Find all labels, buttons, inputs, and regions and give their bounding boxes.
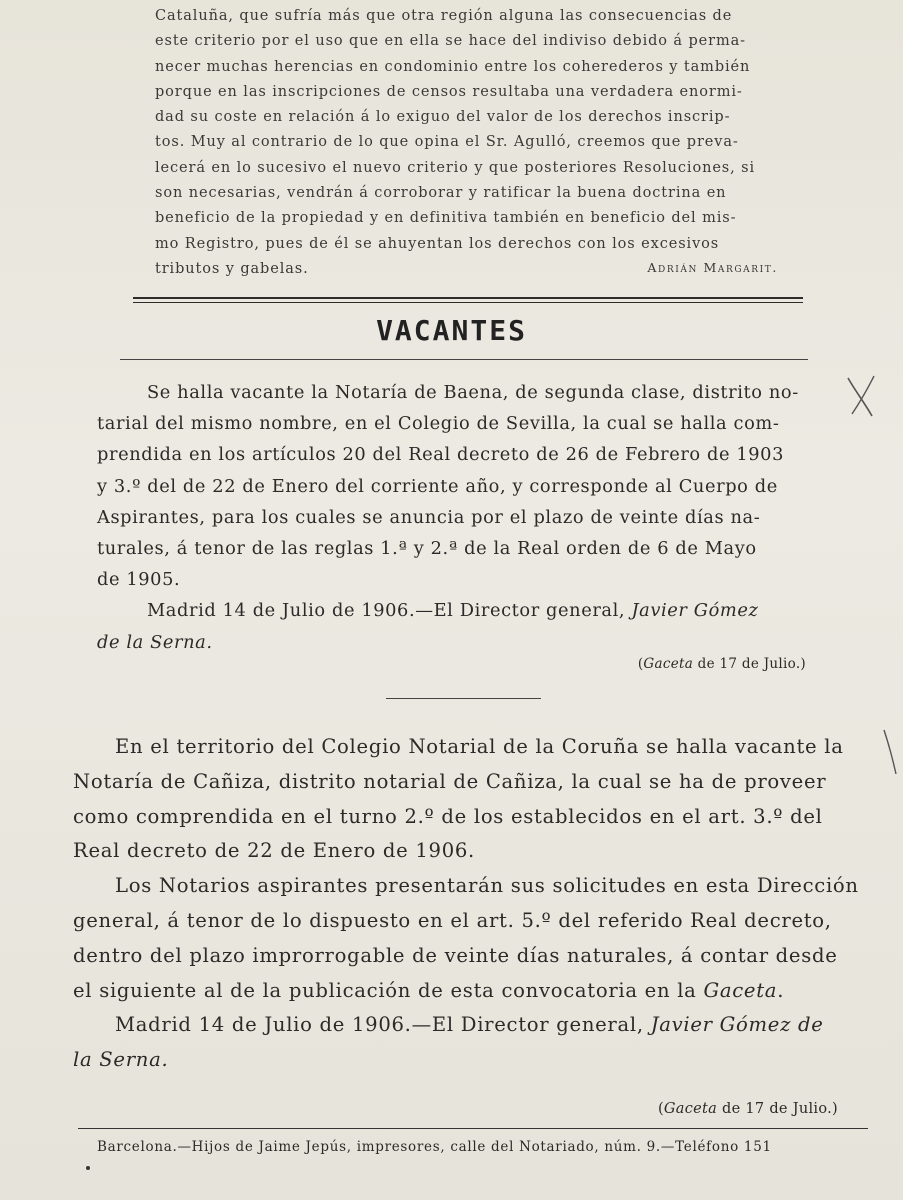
heading-underline [120,359,808,360]
section-heading: VACANTES [376,314,527,347]
date-line: Madrid 14 de Julio de 1906.—El Director general, [147,600,626,622]
paren-open: ( [657,1101,664,1117]
notice-line: tarial del mismo nombre, en el Colegio de Sevilla, la cual se halla com- [97,413,780,435]
article-line: este criterio por el uso que en ella se hace del indiviso debido á perma- [155,33,746,50]
gazette-source [638,656,806,672]
ink-speck [86,1166,90,1170]
director-name-cont: la Serna. [73,1048,169,1072]
article-line: tos. Muy al contrario de lo que opina el Sr. Agulló, creemos que preva- [155,134,739,151]
printer-imprint: Barcelona.—Hijos de Jaime Jepús, impresores, calle del Notariado, núm. 9.—Teléfono 151 [97,1139,772,1155]
director-name-cont: de la Serna. [97,631,213,653]
footer-divider [78,1128,868,1129]
notice-line: y 3.º del de 22 de Enero del corriente año, y corresponde al Cuerpo de [97,475,778,497]
notice-line: En el territorio del Colegio Notarial de la Coruña se halla vacante la [115,735,844,758]
notice-line: prendida en los artículos 20 del Real decreto de 26 de Febrero de 1903 [97,444,784,466]
article-line: porque en las inscripciones de censos resultaba una verdadera enormi- [155,83,743,100]
article-line: beneficio de la propiedad y en definitiva también en beneficio del mis- [155,210,737,227]
gazette-name: Gaceta [663,1101,718,1117]
pencil-stroke-icon [880,728,900,778]
notice-line: como comprendida en el turno 2.º de los establecidos en el art. 3.º del [73,804,823,828]
vacancy-notice-baena [97,377,837,658]
author-signature: Adrián Margarit. [647,260,778,275]
notice-line [73,974,873,1009]
notice-line: de 1905. [97,569,181,591]
section-divider [133,297,803,303]
signature-line-cont [97,627,837,658]
article-line: dad su coste en relación á lo exiguo del valor de los derechos inscrip- [155,109,731,126]
notice-line: Se halla vacante la Notaría de Baena, de segunda clase, distrito no- [147,382,799,403]
article-line: Cataluña, que sufría más que otra región alguna las consecuencias de [155,8,733,24]
signature-line [97,595,837,626]
notice-separator [386,698,541,699]
gazette-name: Gaceta [703,978,778,1002]
notice-line: Los Notarios aspirantes presentarán sus solicitudes en esta Dirección [115,874,859,898]
gazette-date: de 17 de Julio.) [717,1101,838,1117]
date-line: Madrid 14 de Julio de 1906.—El Director general, [115,1013,644,1037]
article-line: son necesarias, vendrán á corroborar y ratificar la buena doctrina en [155,185,727,202]
article-line: necer muchas herencias en condominio entre los coherederos y también [155,58,751,75]
article-line: mo Registro, pues de él se ahuyentan los derechos con los excesivos [155,235,720,252]
notice-line: dentro del plazo improrrogable de veinte días naturales, á contar desde [73,943,838,967]
paren-open: ( [637,656,644,672]
gazette-name: Gaceta [643,656,694,672]
pencil-mark-icon [842,372,882,422]
notice-text: el siguiente al de la publicación de esta convocatoria en la [73,978,697,1002]
director-name: Javier Gómez [631,600,759,622]
article-line: tributos y gabelas. [155,260,309,277]
signature-line-cont [73,1043,873,1078]
period: . [777,978,785,1002]
director-name: Javier Gómez de [650,1013,824,1037]
article-line: lecerá en lo sucesivo el nuevo criterio y que posteriores Resoluciones, si [155,159,756,176]
notice-line: Notaría de Cañiza, distrito notarial de Cañiza, la cual se ha de proveer [73,769,827,793]
signature-line [73,1008,873,1043]
article-end-paragraph [155,4,805,282]
notice-line: Real decreto de 22 de Enero de 1906. [73,839,475,863]
gazette-source [658,1101,838,1117]
notice-line: turales, á tenor de las reglas 1.ª y 2.ª de la Real orden de 6 de Mayo [97,538,757,560]
notice-line: Aspirantes, para los cuales se anuncia por el plazo de veinte días na- [97,506,761,528]
notice-line: general, á tenor de lo dispuesto en el art. 5.º del referido Real decreto, [73,908,832,932]
vacancy-notice-caniza [73,730,873,1078]
gazette-date: de 17 de Julio.) [693,656,806,672]
